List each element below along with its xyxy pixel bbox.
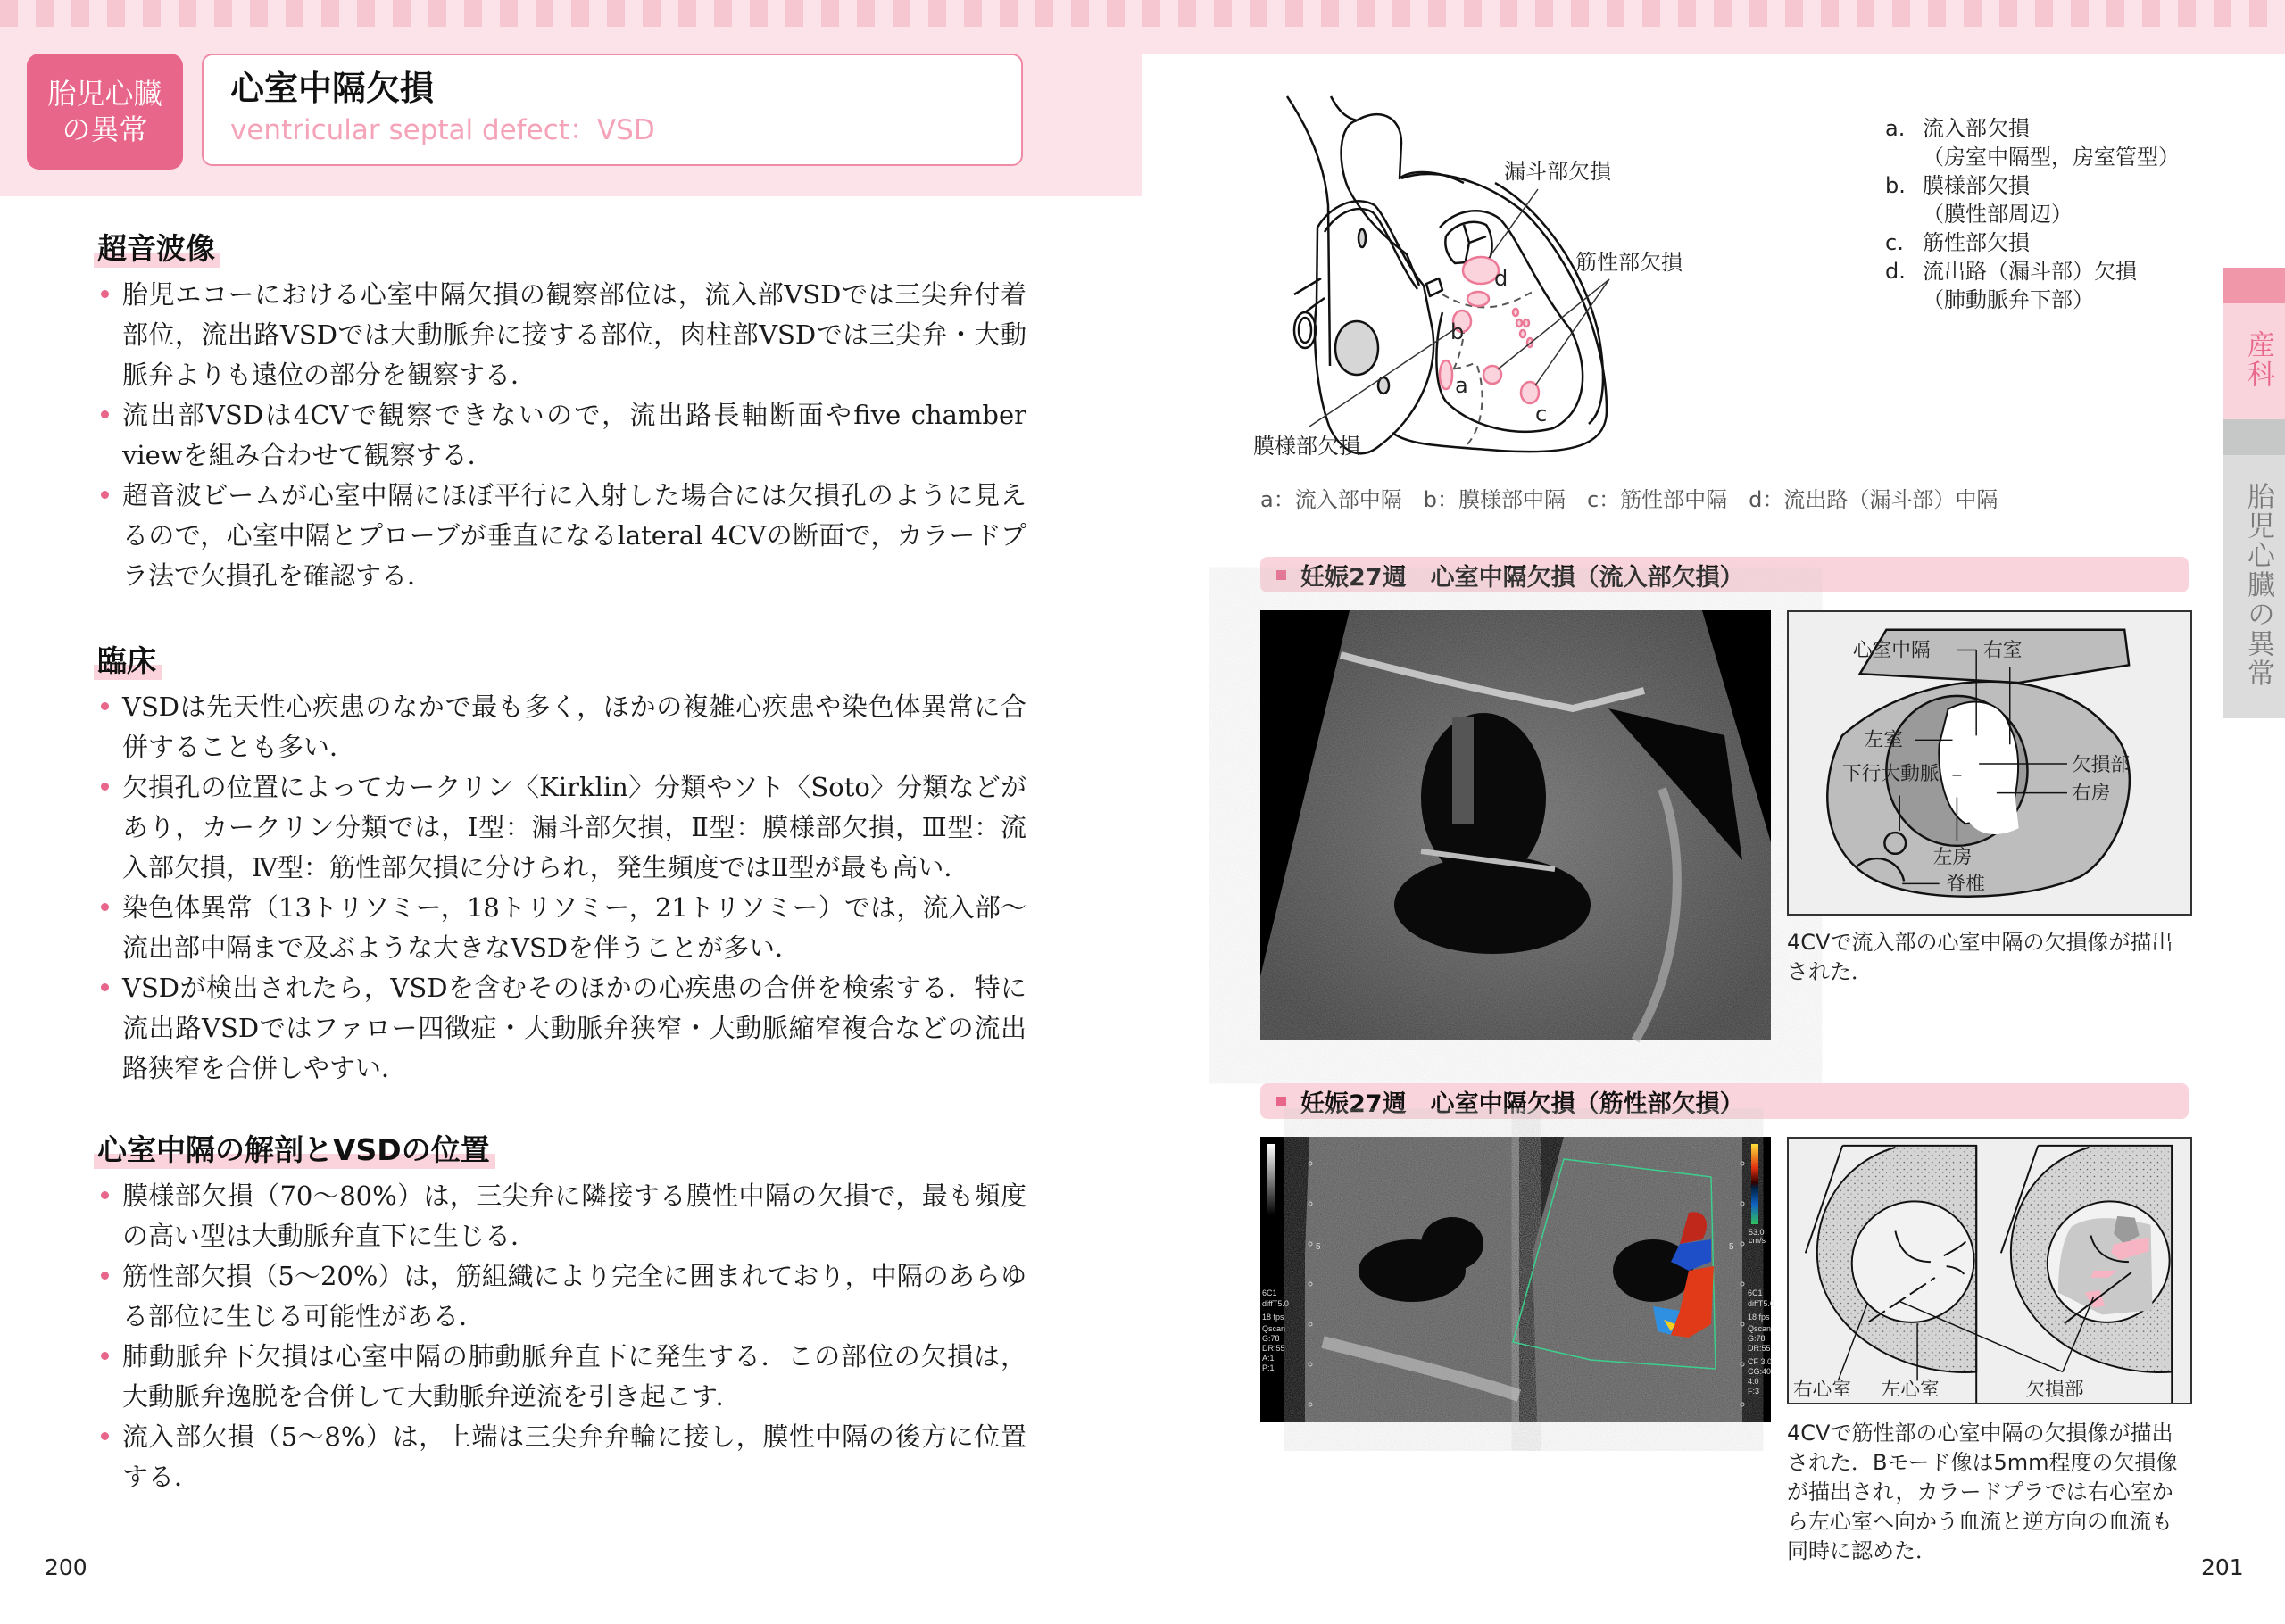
legend-row: b. 膜様部欠損	[1885, 173, 2030, 198]
ivc-opening	[1335, 321, 1378, 375]
us-overlay-text: 18 fps	[1748, 1313, 1770, 1322]
bullet-item: 胎児エコーにおける心室中隔欠損の観察部位は，流入部VSDでは三尖弁付着部位，流出路VSDでは大動脈弁に接する部位，肉柱部VSDでは三尖弁・大動脈弁よりも遠位の部分を観察する．	[94, 275, 1026, 395]
label-desc-aorta: 下行大動脈	[1841, 762, 1940, 785]
chapter-tag	[27, 54, 183, 170]
chapter-tag-line2: の異常	[62, 112, 148, 146]
section-heading: 臨床	[94, 642, 162, 680]
defect-site-d2	[1467, 292, 1489, 306]
bullet-item: 膜様部欠損（70〜80%）は，三尖弁に隣接する膜性中隔の欠損で，最も頻度の高い型は大動脈弁直下に生じる．	[94, 1176, 1026, 1256]
depth-mark-left: 5	[1316, 1242, 1321, 1252]
label-la: 左房	[1932, 846, 1973, 869]
label-septum: 心室中隔	[1852, 639, 1931, 662]
ultrasound-image-inlet	[1260, 610, 1771, 1040]
figure2-caption: 4CVで筋性部の心室中隔の欠損像が描出された．Bモード像は5mm程度の欠損像が描出され，カラードプラでは右心室から左心室へ向かう血流と逆方向の血流も同時に認めた．	[1787, 1421, 2178, 1563]
label-c: c	[1535, 402, 1548, 427]
title-box	[202, 54, 1023, 166]
bullet-item: VSDは先天性心疾患のなかで最も多く，ほかの複雑心疾患や染色体異常に合併することも多い．	[94, 687, 1026, 767]
side-tab-chapter-label: 胎児心臓の異常	[2242, 482, 2274, 688]
page-number-left: 200	[45, 1554, 87, 1580]
us-overlay-text: CG:40	[1748, 1367, 1772, 1376]
legend-row: （房室中隔型，房室管型）	[1923, 145, 2180, 170]
us-overlay-text: G:78	[1748, 1334, 1766, 1343]
figure2-title-bar	[1260, 1083, 2189, 1119]
legend-row: a. 流入部欠損	[1885, 116, 2030, 141]
label-defect: 欠損部	[2071, 753, 2131, 776]
bullet-item: 肺動脈弁下欠損は心室中隔の肺動脈弁直下に発生する．この部位の欠損は，大動脈弁逸脱を合併して大動脈弁逆流を引き起こす．	[94, 1337, 1026, 1417]
side-tab-obstetrics-cap	[2223, 268, 2285, 303]
side-tab-obstetrics-label: 産科	[2242, 330, 2274, 389]
us-overlay-text: F:3	[1748, 1387, 1760, 1396]
bullet-item: 筋性部欠損（5〜20%）は，筋組織により完全に囲まれており，中隔のあらゆる部位に生じる可能性がある．	[94, 1256, 1026, 1337]
label-b: b	[1450, 319, 1465, 344]
bullet-item: 超音波ビームが心室中隔にほぼ平行に入射した場合には欠損孔のように見えるので，心室中隔とプローブが垂直になるlateral 4CVの断面で，カラードプラ法で欠損孔を確認する．	[94, 476, 1026, 596]
label-infundibular: 漏斗部欠損	[1504, 159, 1611, 184]
bullet-item: 流出部VSDは4CVで観察できないので，流出路長軸断面やfive chamber viewを組み合わせて観察する．	[94, 395, 1026, 476]
legend-row: （肺動脈弁下部）	[1923, 287, 2094, 312]
label-d: d	[1494, 266, 1508, 291]
label-membranous: 膜様部欠損	[1253, 434, 1360, 459]
page-title: 心室中隔欠損	[230, 69, 435, 108]
section-clinical	[94, 642, 1026, 1089]
page-subtitle: ventricular septal defect：VSD	[230, 114, 655, 146]
us-overlay-text: Qscan	[1748, 1324, 1772, 1333]
label-a: a	[1455, 373, 1468, 398]
us-overlay-text: 6C1	[1262, 1288, 1277, 1297]
bullet-item: 染色体異常（13トリソミー，18トリソミー，21トリソミー）では，流入部〜流出部中隔まで及ぶような大きなVSDを伴うことが多い．	[94, 888, 1026, 968]
depth-mark-right: 5	[1729, 1242, 1734, 1252]
section-heading: 心室中隔の解剖とVSDの位置	[94, 1131, 495, 1169]
figure1-title: 妊娠27週 心室中隔欠損（流入部欠損）	[1300, 563, 1744, 592]
bullet-item: VSDが検出されたら，VSDを含むそのほかの心疾患の合併を検索する．特に流出路VSDではファロー四徴症・大動脈弁狭窄・大動脈縮窄複合などの流出路狭窄を合併しやすい．	[94, 968, 1026, 1089]
label-ra: 右房	[2071, 782, 2111, 805]
us-overlay-text: diffT5.0	[1262, 1299, 1289, 1308]
legend-row: （膜性部周辺）	[1923, 202, 2073, 227]
us-overlay-text: P:1	[1262, 1363, 1275, 1372]
legend-row: c. 筋性部欠損	[1885, 230, 2030, 255]
decorative-stripes	[0, 0, 2285, 27]
us-overlay-text: 6C1	[1748, 1288, 1763, 1297]
bullet-item: 欠損孔の位置によってカークリン〈Kirklin〉分類やソト〈Soto〉分類などがあり，カークリン分類では，Ⅰ型：漏斗部欠損，Ⅱ型：膜様部欠損，Ⅲ型：流入部欠損，Ⅳ型：筋性部欠損に分けられ，発生頻度ではⅡ型が最も高い．	[94, 767, 1026, 888]
us-overlay-text: 4.0	[1748, 1377, 1759, 1386]
us-overlay-text: G:78	[1262, 1334, 1280, 1343]
figure1-caption: 4CVで流入部の心室中隔の欠損像が描出された．	[1787, 930, 2173, 984]
velocity-scale: 53.0	[1749, 1228, 1765, 1237]
figure2-title: 妊娠27週 心室中隔欠損（筋性部欠損）	[1300, 1090, 1744, 1118]
us-overlay-text: DR:55	[1262, 1344, 1285, 1353]
bullet-square-icon	[1276, 570, 1286, 580]
section-anatomy	[94, 1131, 1026, 1497]
color-scale-bar	[1751, 1144, 1758, 1224]
diagram-caption: a：流入部中隔 b：膜様部中隔 c：筋性部中隔 d：流出路（漏斗部）中隔	[1260, 487, 1998, 512]
us-overlay-text: CF 3.0	[1748, 1357, 1773, 1366]
us-overlay-text: Qscan	[1262, 1324, 1286, 1333]
bullet-item: 流入部欠損（5〜8%）は，上端は三尖弁弁輪に接し，膜性中隔の後方に位置する．	[94, 1417, 1026, 1497]
us-overlay-text: DR:55	[1748, 1344, 1771, 1353]
label-spine: 脊椎	[1946, 873, 1986, 896]
heart-diagram	[1232, 71, 1857, 464]
label-lv: 左室	[1864, 729, 1904, 752]
section-heading: 超音波像	[94, 230, 220, 268]
schematic-muscular-vsd	[1787, 1137, 2192, 1404]
schematic-inlet-vsd	[1787, 610, 2192, 916]
figure1-title-bar	[1260, 557, 2189, 592]
defect-site-a	[1440, 360, 1452, 389]
us-overlay-text: diffT5.0	[1748, 1299, 1774, 1308]
side-tab-chapter-cap	[2223, 419, 2285, 455]
defect-legend	[1885, 114, 2180, 314]
us-overlay-text: 18 fps	[1262, 1313, 1284, 1322]
label-rv: 右室	[1983, 639, 2023, 662]
legend-row: d. 流出路（漏斗部）欠損	[1885, 259, 2137, 284]
label-rv: 右心室	[1792, 1379, 1852, 1402]
section-ultrasound	[94, 230, 1026, 596]
label-defect: 欠損部	[2025, 1379, 2084, 1402]
page-number-right: 201	[2201, 1554, 2244, 1580]
label-lv: 左心室	[1881, 1379, 1940, 1402]
chapter-tag-line1: 胎児心臓	[47, 77, 162, 111]
ultrasound-image-muscular	[1260, 1137, 1774, 1422]
label-muscular: 筋性部欠損	[1575, 250, 1683, 275]
bullet-square-icon	[1276, 1097, 1286, 1106]
grayscale-bar	[1267, 1144, 1275, 1215]
defect-site-d1	[1463, 257, 1499, 284]
velocity-unit: cm/s	[1749, 1236, 1766, 1245]
us-overlay-text: A:1	[1262, 1354, 1275, 1363]
